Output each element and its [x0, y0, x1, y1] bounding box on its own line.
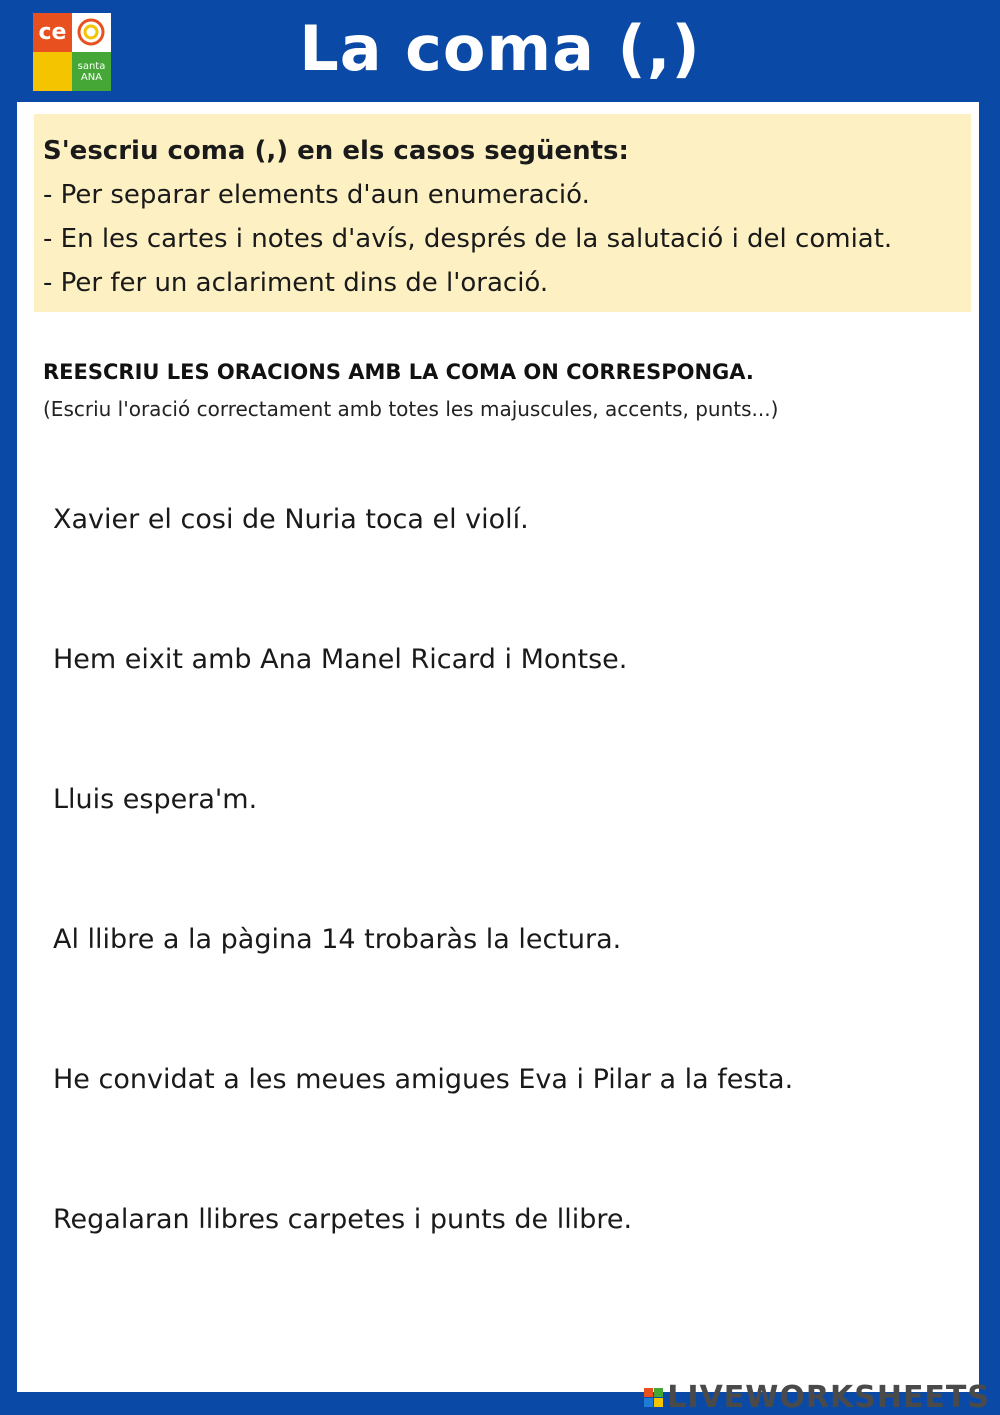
sentence-2: Hem eixit amb Ana Manel Ricard i Montse. [53, 644, 628, 675]
worksheet [17, 102, 979, 1392]
liveworksheets-brand[interactable] [644, 1380, 990, 1415]
rules-heading: S'escriu coma (,) en els casos següents: [43, 136, 629, 166]
sentence-5: He convidat a les meues amigues Eva i Pilar a la festa. [53, 1064, 794, 1095]
rules-box [34, 114, 971, 312]
rule-item: - Per fer un aclariment dins de l'oració. [43, 268, 549, 298]
sentence-6: Regalaran llibres carpetes i punts de llibre. [53, 1204, 633, 1235]
liveworksheets-icon [644, 1388, 663, 1407]
logo-santa: santa [77, 61, 106, 72]
sentence-4: Al llibre a la pàgina 14 trobaràs la lectura. [53, 924, 622, 955]
rule-item: - En les cartes i notes d'avís, després de la salutació i del comiat. [43, 224, 893, 254]
sentence-3: Lluis espera'm. [53, 784, 258, 815]
brand-text: LIVEWORKSHEETS [667, 1380, 990, 1415]
sub-instruction: (Escriu l'oració correctament amb totes les majuscules, accents, punts...) [43, 397, 779, 421]
instruction: REESCRIU LES ORACIONS AMB LA COMA ON CORRESPONGA. [43, 360, 754, 384]
logo-ana: ANA [80, 72, 103, 83]
page-title: La coma (,) [299, 12, 701, 85]
rule-item: - Per separar elements d'aun enumeració. [43, 180, 590, 210]
sentence-1: Xavier el cosi de Nuria toca el violí. [53, 504, 529, 535]
logo-ce: ce [33, 13, 72, 52]
